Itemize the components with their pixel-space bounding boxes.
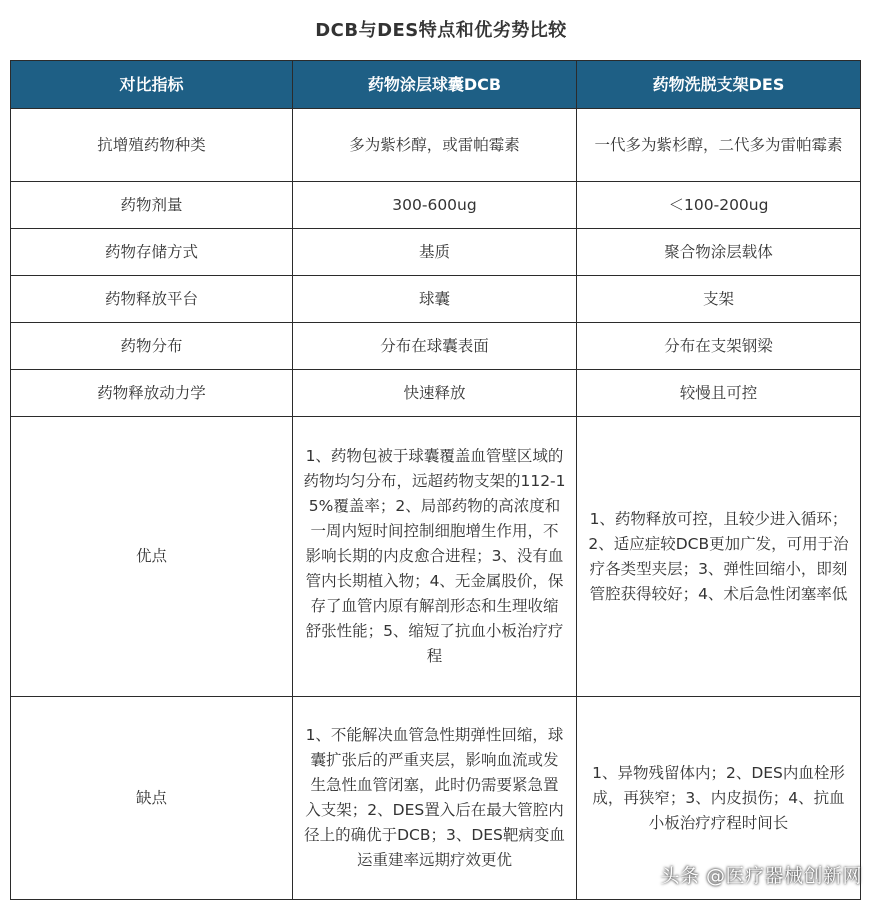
row-label: 抗增殖药物种类 — [11, 109, 293, 182]
des-cell: 聚合物涂层载体 — [577, 229, 861, 276]
table-row — [11, 370, 861, 417]
dcb-cell: 球囊 — [293, 276, 577, 323]
dcb-cell: 300-600ug — [293, 182, 577, 229]
dcb-cell: 分布在球囊表面 — [293, 323, 577, 370]
header-dcb: 药物涂层球囊DCB — [293, 61, 577, 109]
dcb-cell: 1、药物包被于球囊覆盖血管壁区域的药物均匀分布，远超药物支架的112-15%覆盖率；2、局部药物的高浓度和一周内短时间控制细胞增生作用，不影响长期的内皮愈合进程；3、没有血管内长期植入物；4、无金属股价，保存了血管内原有解剖形态和生理收缩舒张性能；5、缩短了抗血小板治疗疗程 — [293, 417, 577, 697]
dcb-cell: 多为紫杉醇，或雷帕霉素 — [293, 109, 577, 182]
row-label: 优点 — [11, 417, 293, 697]
table-row — [11, 229, 861, 276]
header-metric: 对比指标 — [11, 61, 293, 109]
row-label: 药物释放动力学 — [11, 370, 293, 417]
table-row — [11, 182, 861, 229]
table-row — [11, 109, 861, 182]
des-cell: 1、药物释放可控，且较少进入循环；2、适应症较DCB更加广发，可用于治疗各类型夹层；3、弹性回缩小，即刻管腔获得较好；4、术后急性闭塞率低 — [577, 417, 861, 697]
table-row — [11, 276, 861, 323]
row-label: 缺点 — [11, 697, 293, 900]
des-cell: 1、异物残留体内；2、DES内血栓形成，再狭窄；3、内皮损伤；4、抗血小板治疗疗程时间长 — [577, 697, 861, 900]
header-des: 药物洗脱支架DES — [577, 61, 861, 109]
dcb-cell: 基质 — [293, 229, 577, 276]
comparison-table — [10, 60, 861, 900]
table-row — [11, 417, 861, 697]
dcb-cell: 快速释放 — [293, 370, 577, 417]
dcb-cell: 1、不能解决血管急性期弹性回缩，球囊扩张后的严重夹层，影响血流或发生急性血管闭塞，此时仍需要紧急置入支架；2、DES置入后在最大管腔内径上的确优于DCB；3、DES靶病变血运重建率远期疗效更优 — [293, 697, 577, 900]
watermark-text: 头条 @医疗器械创新网 — [660, 865, 862, 887]
table-header-row — [11, 61, 861, 109]
row-label: 药物分布 — [11, 323, 293, 370]
des-cell: 分布在支架钢梁 — [577, 323, 861, 370]
page-title: DCB与DES特点和优劣势比较 — [315, 20, 567, 41]
row-label: 药物剂量 — [11, 182, 293, 229]
des-cell: 一代多为紫杉醇，二代多为雷帕霉素 — [577, 109, 861, 182]
row-label: 药物释放平台 — [11, 276, 293, 323]
table-row — [11, 323, 861, 370]
des-cell: ＜100-200ug — [577, 182, 861, 229]
des-cell: 支架 — [577, 276, 861, 323]
row-label: 药物存储方式 — [11, 229, 293, 276]
des-cell: 较慢且可控 — [577, 370, 861, 417]
